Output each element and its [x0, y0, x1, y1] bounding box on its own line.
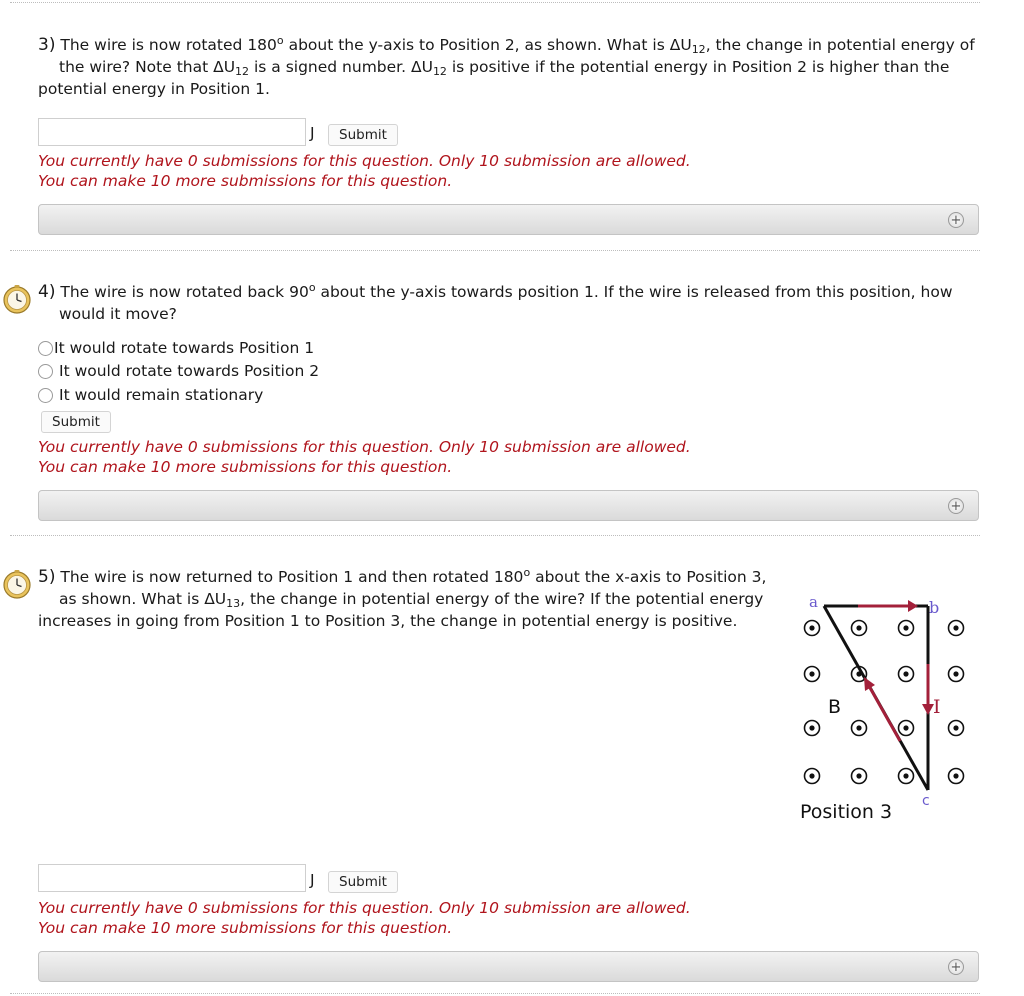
current-label-I: I: [933, 696, 941, 718]
answer-input-q3[interactable]: [38, 118, 306, 146]
plus-icon[interactable]: +: [948, 212, 964, 228]
radio-button[interactable]: [38, 388, 53, 403]
question-number: 3): [38, 35, 56, 55]
corner-label-b: b: [929, 598, 940, 617]
expand-bar-q4[interactable]: [38, 490, 979, 521]
expand-bar-q3[interactable]: [38, 204, 979, 235]
submit-button-q5[interactable]: Submit: [328, 871, 398, 893]
plus-icon[interactable]: +: [948, 498, 964, 514]
unit-label: J: [310, 124, 315, 142]
field-label-B: B: [828, 696, 842, 718]
question-5-text: 5) The wire is now returned to Position 1 and then rotated 180$^o$ about the x-axis to Position 3, as shown. What is $\Delta U_{13}$, the change in potential energy of the wire? If the potential energy increases in going from Position 1 to Position 3, the change in potential energy is positive.: [38, 566, 767, 630]
current-arrows: [858, 600, 934, 741]
submit-button-q4[interactable]: Submit: [41, 411, 111, 433]
corner-label-c: c: [922, 793, 930, 809]
question-4-text: 4) The wire is now rotated back 90$^o$ about the y-axis towards position 1. If the wire is released from this position, how would it move?: [38, 281, 953, 323]
radio-button[interactable]: [38, 364, 53, 379]
divider: [10, 250, 980, 251]
position-3-diagram: [796, 594, 996, 804]
submit-button-q3[interactable]: Submit: [328, 124, 398, 146]
radio-option-2[interactable]: It would rotate towards Position 2: [38, 360, 319, 382]
submission-remaining: You can make 10 more submissions for this question.: [38, 458, 453, 476]
submission-notice: You currently have 0 submissions for this question. Only 10 submission are allowed.: [38, 152, 691, 170]
question-number: 4): [38, 282, 56, 302]
submission-remaining: You can make 10 more submissions for this question.: [38, 172, 453, 190]
divider: [10, 993, 980, 994]
divider: [10, 2, 980, 3]
submission-notice: You currently have 0 submissions for this question. Only 10 submission are allowed.: [38, 899, 691, 917]
position-caption: Position 3: [800, 801, 893, 823]
corner-label-a: a: [809, 594, 818, 611]
submission-remaining: You can make 10 more submissions for this question.: [38, 919, 453, 937]
clock-icon: [2, 284, 32, 314]
radio-option-1[interactable]: It would rotate towards Position 1: [38, 337, 314, 359]
plus-icon[interactable]: +: [948, 959, 964, 975]
question-3-text: 3) The wire is now rotated 180$^o$ about the y-axis to Position 2, as shown. What is $\Delta U_{12}$, the change in potential energy of the wire? Note that $\Delta U_{12}$ is a signed number. $\Delta U_{12}$ is positive if the potential energy in Position 2 is higher than the potential energy in Position 1.: [38, 34, 975, 98]
submission-notice: You currently have 0 submissions for this question. Only 10 submission are allowed.: [38, 438, 691, 456]
answer-input-q5[interactable]: [38, 864, 306, 892]
question-number: 5): [38, 567, 56, 587]
expand-bar-q5[interactable]: [38, 951, 979, 982]
divider: [10, 535, 980, 536]
clock-icon: [2, 569, 32, 599]
radio-option-3[interactable]: It would remain stationary: [38, 384, 263, 406]
radio-button[interactable]: [38, 341, 53, 356]
unit-label: J: [310, 871, 315, 889]
